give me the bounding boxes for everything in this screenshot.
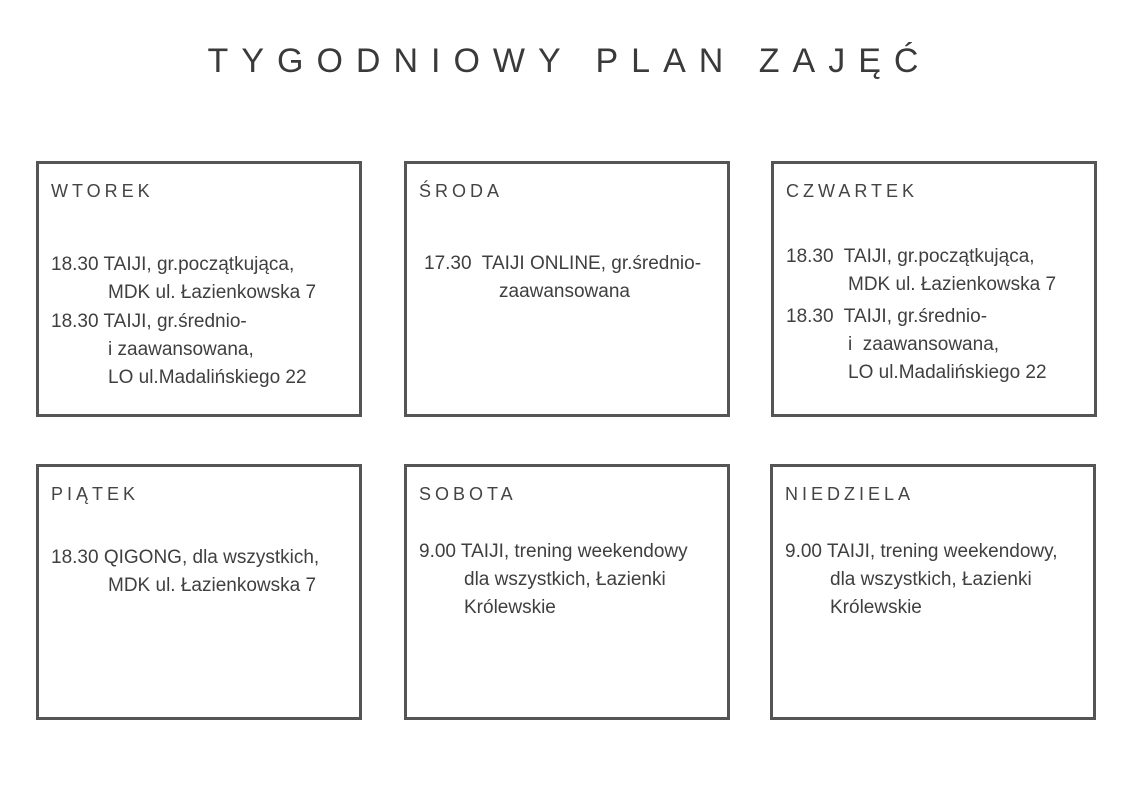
entry-text-cont: dla wszystkich, Łazienki <box>464 569 666 590</box>
entry-text-cont: i zaawansowana, <box>108 339 254 360</box>
page-title: TYGODNIOWY PLAN ZAJĘĆ <box>207 42 932 80</box>
entry-time: 18.30 <box>51 547 99 568</box>
entry-text-cont: i zaawansowana, <box>848 334 1000 355</box>
entry-time: 18.30 <box>786 246 834 267</box>
entry-text: TAIJI ONLINE, gr.średnio- <box>481 253 702 274</box>
entry-text: TAIJI, gr.początkująca, <box>843 246 1035 267</box>
entry-text: TAIJI, gr.początkująca, <box>103 254 295 275</box>
schedule-entry <box>51 544 353 600</box>
day-card-czwartek <box>771 161 1097 417</box>
day-card-piatek <box>36 464 362 720</box>
entry-text-cont: MDK ul. Łazienkowska 7 <box>108 282 317 303</box>
entry-text-cont: LO ul.Madalińskiego 22 <box>108 367 307 388</box>
day-heading: NIEDZIELA <box>785 484 915 504</box>
entry-time: 18.30 <box>51 254 99 275</box>
entry-time: 17.30 <box>424 253 472 274</box>
day-heading: WTOREK <box>51 181 154 201</box>
entry-text-cont: LO ul.Madalińskiego 22 <box>848 362 1047 383</box>
entry-text: TAIJI, trening weekendowy, <box>826 541 1058 562</box>
day-card-sobota <box>404 464 730 720</box>
day-heading: PIĄTEK <box>51 484 140 504</box>
entry-text-cont: MDK ul. Łazienkowska 7 <box>108 575 317 596</box>
entry-text-cont: dla wszystkich, Łazienki <box>830 569 1032 590</box>
day-heading: ŚRODA <box>419 181 504 201</box>
entry-text: TAIJI, gr.średnio- <box>103 311 247 332</box>
entry-text-cont: MDK ul. Łazienkowska 7 <box>848 274 1057 295</box>
entry-text: TAIJI, trening weekendowy <box>460 541 688 562</box>
day-heading: CZWARTEK <box>786 181 919 201</box>
day-card-sroda <box>404 161 730 417</box>
day-card-wtorek <box>36 161 362 417</box>
entry-text-cont: Królewskie <box>464 597 556 618</box>
day-card-niedziela <box>770 464 1096 720</box>
schedule-entry <box>51 308 353 392</box>
entry-time: 18.30 <box>51 311 99 332</box>
entry-text: QIGONG, dla wszystkich, <box>103 547 320 568</box>
schedule-entry <box>51 251 353 307</box>
entry-time: 9.00 <box>785 541 822 562</box>
schedule-entry <box>786 243 1088 299</box>
schedule-entry <box>419 538 721 622</box>
schedule-entry <box>424 250 721 306</box>
entry-time: 18.30 <box>786 306 834 327</box>
schedule-entry <box>785 538 1087 622</box>
entry-text: TAIJI, gr.średnio- <box>843 306 988 327</box>
schedule-entry <box>786 303 1088 387</box>
day-heading: SOBOTA <box>419 484 517 504</box>
entry-text-cont: Królewskie <box>830 597 922 618</box>
entry-time: 9.00 <box>419 541 456 562</box>
entry-text-cont: zaawansowana <box>499 281 630 302</box>
